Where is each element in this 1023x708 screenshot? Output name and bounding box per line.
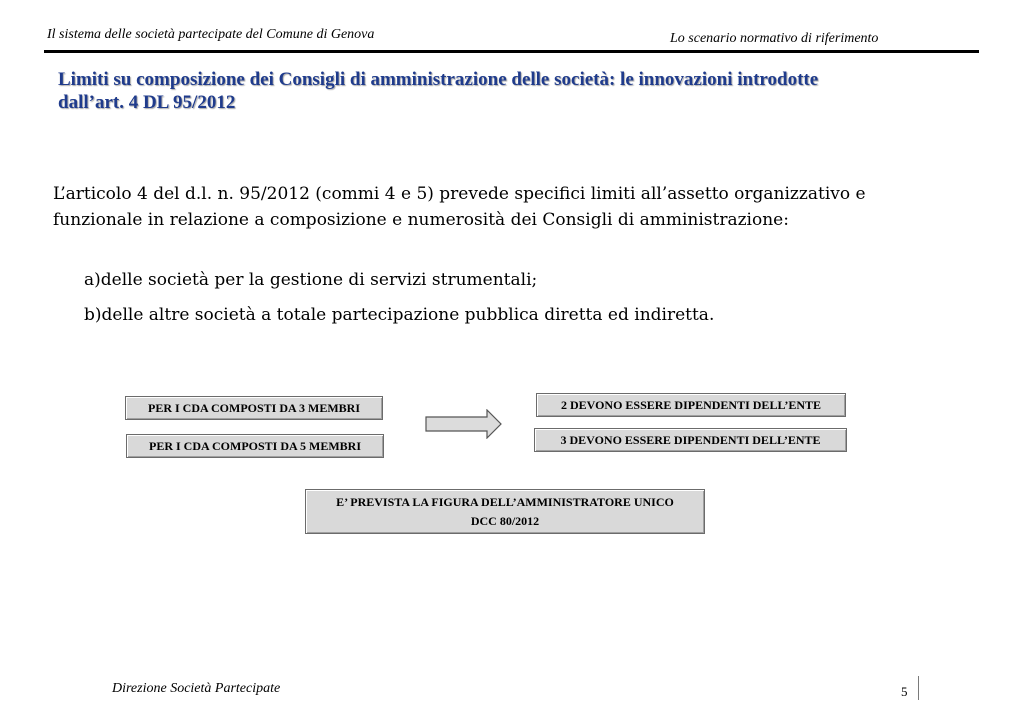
box-sole-administrator-line-1: E’ PREVISTA LA FIGURA DELL’AMMINISTRATORE UNICO: [336, 495, 674, 509]
box-3-employees: 3 DEVONO ESSERE DIPENDENTI DELL’ENTE: [534, 428, 847, 452]
list-item-b: b)delle altre società a totale partecipazione pubblica diretta ed indiretta.: [84, 305, 715, 325]
slide-title-line-1: Limiti su composizione dei Consigli di amministrazione delle società: le innovazioni introdotte: [58, 69, 819, 90]
intro-paragraph: [53, 181, 973, 233]
page-number: 5: [901, 684, 908, 699]
right-arrow-icon: [425, 409, 503, 439]
page-number-divider: [918, 676, 919, 700]
slide-title: [58, 68, 988, 114]
intro-line-2: funzionale in relazione a composizione e numerosità dei Consigli di amministrazione:: [53, 210, 789, 230]
box-sole-administrator: [305, 489, 705, 534]
header-left-text: Il sistema delle società partecipate del Comune di Genova: [47, 27, 375, 42]
box-cda-3-members: PER I CDA COMPOSTI DA 3 MEMBRI: [125, 396, 383, 420]
box-cda-5-members: PER I CDA COMPOSTI DA 5 MEMBRI: [126, 434, 384, 458]
intro-line-1: L’articolo 4 del d.l. n. 95/2012 (commi 4 e 5) prevede specifici limiti all’assetto organizzativo e: [53, 184, 866, 204]
header-divider: [44, 50, 979, 53]
box-sole-administrator-line-2: DCC 80/2012: [470, 514, 540, 528]
slide-title-line-2: dall’art. 4 DL 95/2012: [58, 92, 236, 113]
box-2-employees: 2 DEVONO ESSERE DIPENDENTI DELL’ENTE: [536, 393, 846, 417]
list-item-a: a)delle società per la gestione di servizi strumentali;: [84, 270, 538, 290]
footer-left-text: Direzione Società Partecipate: [112, 681, 281, 696]
header-right-text: Lo scenario normativo di riferimento: [670, 31, 879, 46]
